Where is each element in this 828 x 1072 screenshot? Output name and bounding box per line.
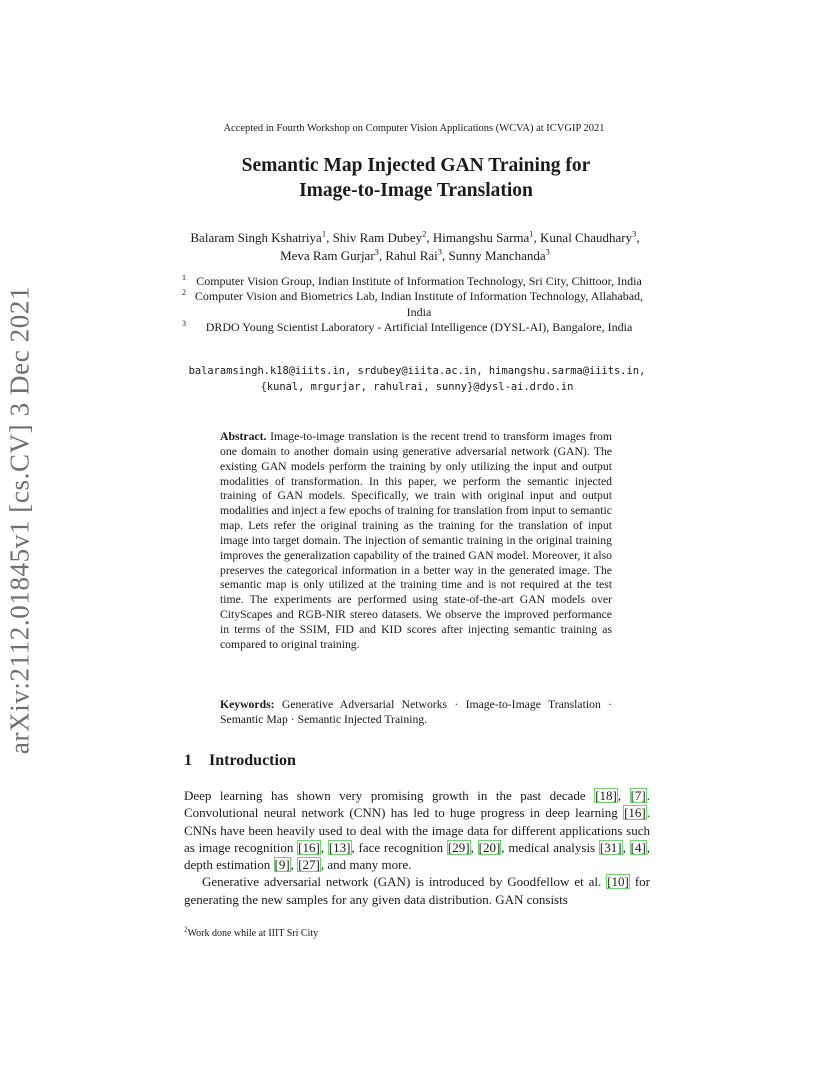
author-affiliation-mark: 2 <box>422 228 427 239</box>
keywords-text: Generative Adversarial Networks · Image-to-Image Translation · Semantic Map · Semantic Injected Training. <box>220 698 613 726</box>
affiliation <box>175 274 653 289</box>
paragraph-2: Generative adversarial network (GAN) is introduced by Goodfellow et al. [10] for generating the new samples for any given data distribution. GAN consists <box>184 874 650 907</box>
author-affiliation-mark: 3 <box>374 246 379 257</box>
citation-link[interactable]: [13] <box>328 839 351 855</box>
abstract <box>220 430 612 653</box>
author-affiliation-mark: 3 <box>632 228 637 239</box>
author-name: Kunal Chaudhary <box>540 230 633 245</box>
author-name: Sunny Manchanda <box>448 248 546 263</box>
affiliation-mark: 3 <box>182 319 186 329</box>
citation-link[interactable]: [29] <box>447 839 470 855</box>
author-name: Balaram Singh Kshatriya <box>190 230 322 245</box>
affiliation <box>175 320 653 335</box>
citation-link[interactable]: [20] <box>478 839 501 855</box>
citation-link[interactable]: [16] <box>298 839 320 855</box>
author-affiliation-mark: 1 <box>529 228 534 239</box>
footnote-mark: 2 <box>184 925 188 934</box>
section-number: 1 <box>184 752 192 769</box>
citation-link[interactable]: [7] <box>630 788 646 803</box>
affiliation-list <box>175 274 653 336</box>
keywords <box>220 698 612 728</box>
author-list: Balaram Singh Kshatriya$^1$, Shiv Ram Dubey$^2$, Himangshu Sarma$^1$, Kunal Chaudhary$^3$, Meva Ram Gurjar$^3$, Rahul Rai$^3$, Sunny Manchanda$^3$ <box>190 228 640 263</box>
citation-link[interactable]: [18] <box>595 788 617 803</box>
citation-link[interactable]: [16] <box>624 805 646 821</box>
section-title: Introduction <box>209 752 296 769</box>
author-affiliation-mark: 3 <box>437 246 443 257</box>
affiliation-text: DRDO Young Scientist Laboratory - Artificial Intelligence (DYSL-AI), Bangalore, India <box>205 320 633 335</box>
email-line-1: balaramsingh.k18@iiits.in, srdubey@iiita.ac.in, himangshu.sarma@iiits.in, <box>188 365 646 377</box>
author-name: Himangshu Sarma <box>432 230 530 245</box>
paragraph-1: Deep learning has shown very promising growth in the past decade [18], [7]. Convolutional neural network (CNN) has led to huge progress in deep learning [16]. CNNs have been heavily used to deal with the image data for different applications such as image recognition [16], [13], face recognition [29], [20], medical analysis [31], [4], depth estimation [9], [27], and many more. <box>184 788 651 873</box>
email-block <box>172 364 662 395</box>
affiliation-text: Computer Vision Group, Indian Institute of Information Technology, Sri City, Chittoor, India <box>196 274 642 288</box>
affiliation-mark: 1 <box>182 273 186 282</box>
keywords-label: Keywords: <box>220 698 275 711</box>
citation-link[interactable]: [10] <box>607 874 629 890</box>
abstract-text: Image-to-image translation is the recent trend to transform images from one domain to another domain using generative adversarial network (GAN). The existing GAN models perform the training by only utilizing the input and output modalities of transformation. In this paper, we perform the semantic injected training of GAN models. Specifically, we train with original input and output modalities and inject a few epochs of training for translation from input to semantic map. Lets refer the original training as the training for the translation of input image into target domain. The injection of semantic training in the original training improves the generalization capability of the trained GAN model. Moreover, it also preserves the categorical information in a better way in the generated image. The semantic map is only utilized at the training time and is not required at the test time. The experiments are performed using state-of-the-art GAN models over CityScapes and RGB-NIR stereo datasets. We observe the improved performance in terms of the SSIM, FID and KID scores after injecting semantic training as compared to original training. <box>220 430 612 651</box>
citation-link[interactable]: [27] <box>298 857 320 873</box>
author-affiliation-mark: 3 <box>545 246 550 257</box>
title-line-2: Image-to-Image Translation <box>299 180 533 201</box>
arxiv-identifier: arXiv:2112.01845v1 [cs.CV] 3 Dec 2021 <box>4 285 35 755</box>
abstract-label: Abstract. <box>220 430 267 443</box>
citation-link[interactable]: [4] <box>630 839 646 855</box>
author-name: Meva Ram Gurjar <box>280 248 375 263</box>
email-line-2: {kunal, mrgurjar, rahulrai, sunny}@dysl-ai.drdo.in <box>260 380 574 393</box>
section-heading <box>184 752 296 770</box>
author-affiliation-mark: 1 <box>321 228 327 239</box>
title-line-1: Semantic Map Injected GAN Training for <box>241 155 591 176</box>
affiliation-mark: 2 <box>182 288 186 298</box>
citation-link[interactable]: [9] <box>274 857 290 873</box>
affiliation <box>175 289 653 320</box>
footnote-text: Work done while at IIIT Sri City <box>187 928 319 939</box>
footnote <box>184 925 319 939</box>
author-name: Rahul Rai <box>385 248 438 263</box>
affiliation-text: Computer Vision and Biometrics Lab, Indian Institute of Information Technology, Allahabad, India <box>194 289 644 319</box>
author-name: Shiv Ram Dubey <box>332 230 423 245</box>
citation-link[interactable]: [31] <box>599 839 622 855</box>
paper-title <box>150 153 682 203</box>
venue-note: Accepted in Fourth Workshop on Computer Vision Applications (WCVA) at ICVGIP 2021 <box>223 123 605 134</box>
introduction-body <box>184 787 650 908</box>
